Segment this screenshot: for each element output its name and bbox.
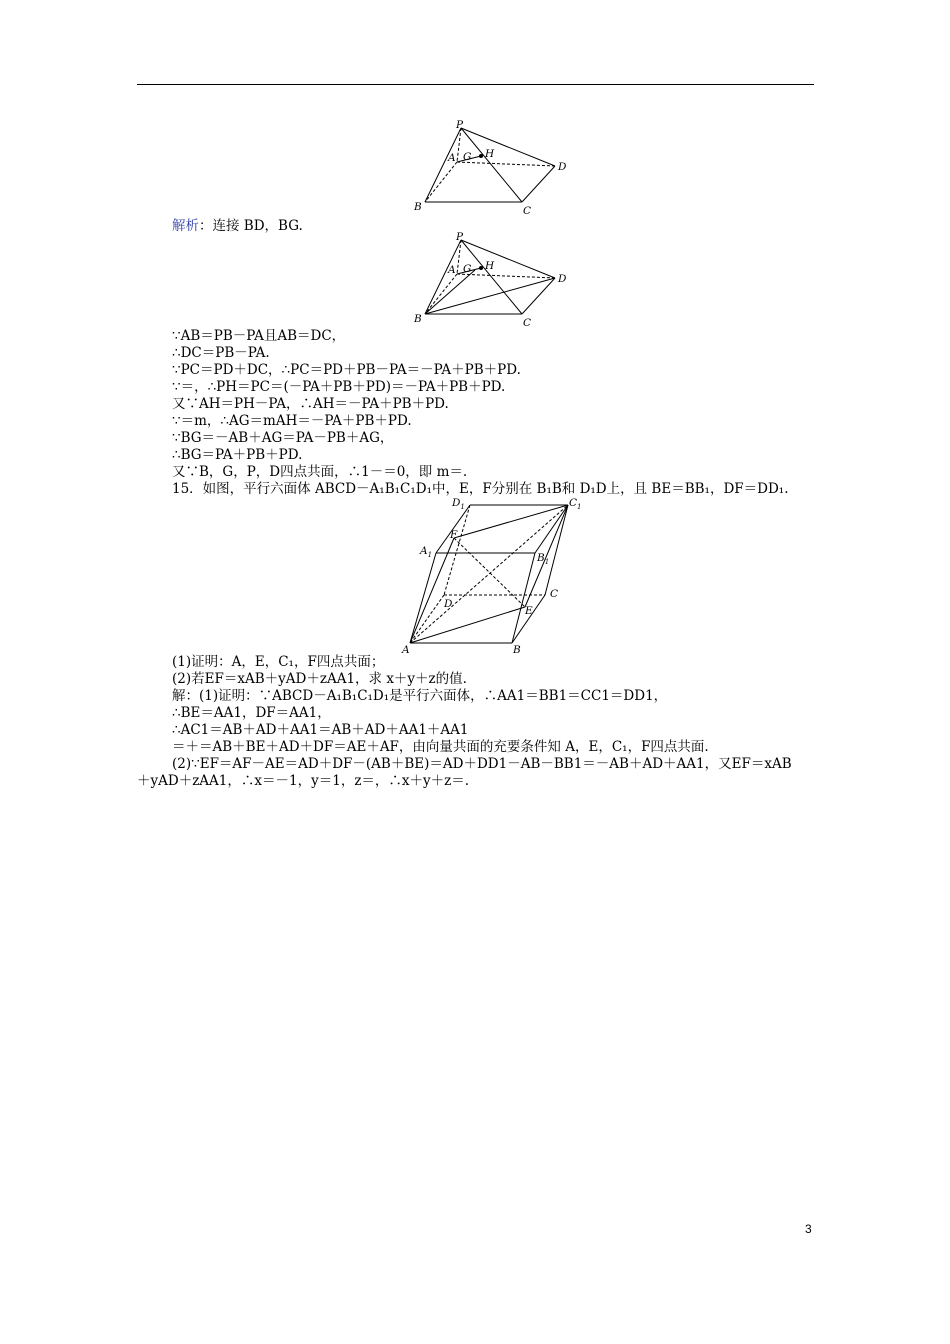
problem-15: 15．如图，平行六面体 ABCD－A₁B₁C₁D₁中，E，F分别在 B₁B和 D₁D上，且 BE＝BB₁，DF＝DD₁. [172,481,789,497]
page-number: 3 [805,1222,812,1236]
label-G: G [463,151,472,163]
label-C-2: C [523,317,532,329]
line-14: 解：(1)证明：∵ABCD－A₁B₁C₁D₁是平行六面体，∴AA1＝BB1＝CC1＝DD1， [172,688,668,704]
label-A-2: A [448,264,456,276]
line-17: ＝＋＝AB＋BE＋AD＋DF＝AE＋AF，由向量共面的充要条件知 A，E，C₁，F四点共面. [172,739,709,755]
label-A1: $A_1$ [420,545,433,559]
line-7: ∵＝m，∴AG＝mAH＝－PA＋PB＋PD. [172,413,412,429]
solution-heading: 解析 [172,218,199,234]
line-6: 又∵AH＝PH－PA，∴AH＝－PA＋PB＋PD. [172,396,449,412]
label-D-2: D [558,273,567,285]
label-C1: $C_1$ [569,497,582,511]
label-B-2: B [414,313,422,325]
label-H: H [485,148,495,160]
line-12: (1)证明：A，E，C₁，F四点共面； [172,654,385,670]
label-E: E [525,605,533,617]
label-B1: $B_1$ [537,552,550,566]
line-10: 又∵B，G，P，D四点共面，∴1－＝0，即 m＝. [172,464,468,480]
label-D1: $D_1$ [452,497,465,511]
line-3: ∴DC＝PB－PA. [172,345,270,361]
line-5: ∵＝，∴PH＝PC＝(－PA＋PB＋PD)＝－PA＋PB＋PD. [172,379,506,395]
label-F: F [450,529,458,541]
label-C-prism: C [550,588,559,600]
label-P-2: P [456,231,464,243]
label-B: B [414,201,422,213]
header-rule [137,84,814,85]
label-C: C [523,205,532,217]
line-18: (2)∵EF＝AF－AE＝AD＋DF－(AB＋BE)＝AD＋DD1－AB－BB1＝－AB＋AD＋AA1，又EF＝xAB [172,756,792,772]
solution-line-1: 解析：连接 BD，BG. [172,218,303,234]
label-B-prism: B [513,644,521,656]
line-4: ∵PC＝PD＋DC，∴PC＝PD＋PB－PA＝－PA＋PB＋PD. [172,362,521,378]
line-2: ∵AB＝PB－PA且AB＝DC， [172,328,346,344]
line-16: ∴AC1＝AB＋AD＋AA1＝AB＋AD＋AA1＋AA1 [172,722,469,738]
label-A: A [448,152,456,164]
line-8: ∵BG＝－AB＋AG＝PA－PB＋AG， [172,430,394,446]
line-15: ∴BE＝AA1，DF＝AA1， [172,705,331,721]
line-13: (2)若EF＝xAB＋yAD＋zAA1，求 x＋y＋z的值. [172,671,467,687]
line-19: ＋yAD＋zAA1，∴x＝－1，y＝1，z＝，∴x＋y＋z＝. [137,773,470,789]
line-9: ∴BG＝PA＋PB＋PD. [172,447,303,463]
label-D: D [558,161,567,173]
label-D-prism: D [444,598,453,610]
label-G-2: G [463,263,472,275]
pyramid-figure-connected [405,230,585,330]
pyramid-figure [405,118,585,218]
parallelepiped-figure [400,493,580,663]
label-A-prism: A [402,644,410,656]
label-H-2: H [485,260,495,272]
label-P: P [456,119,464,131]
